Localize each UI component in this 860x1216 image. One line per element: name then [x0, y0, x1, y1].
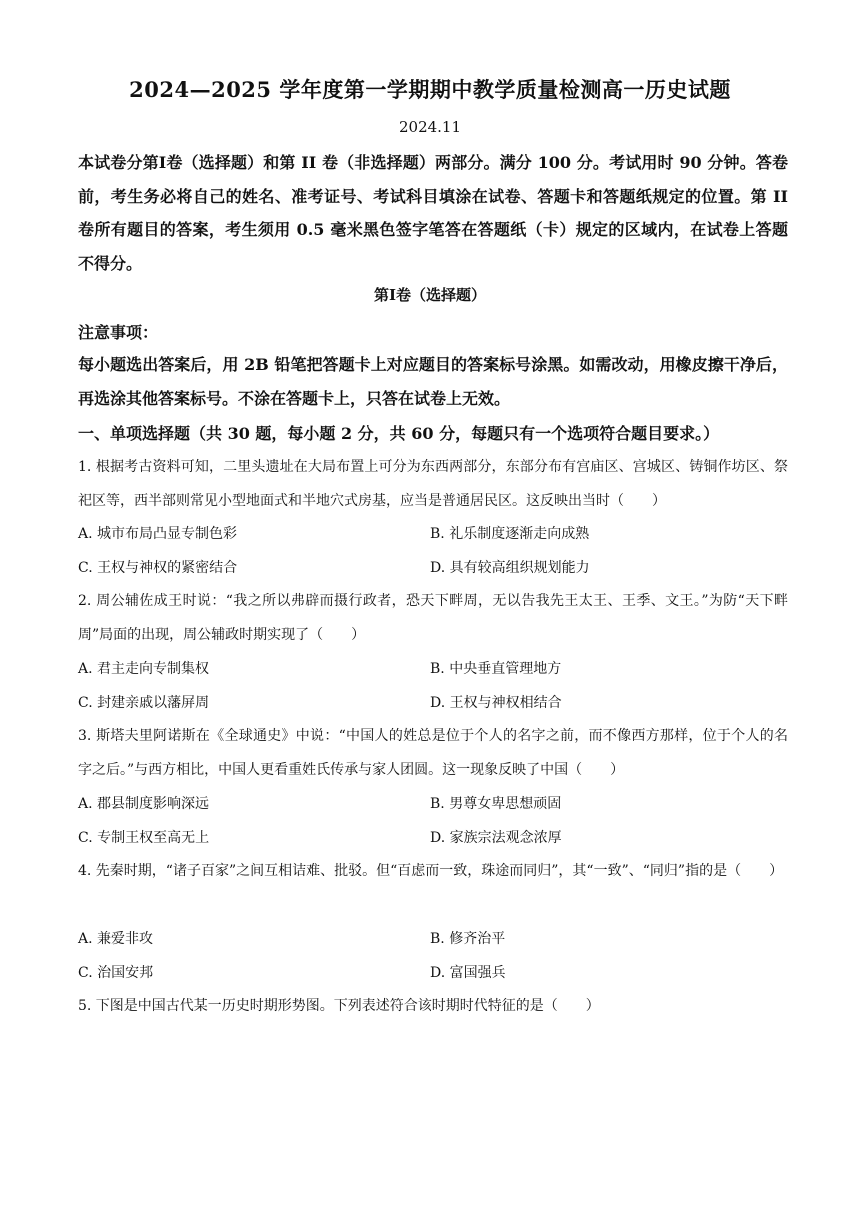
question-4-stem: 4. 先秦时期，“诸子百家”之间互相诘难、批驳。但“百虑而一致，珠途而同归”，其“一致”、“同归”指的是（ ） — [78, 863, 784, 879]
question-3-option-b: B. 男尊女卑思想顽固 — [430, 796, 562, 812]
question-5-stem: 5. 下图是中国古代某一历史时期形势图。下列表述符合该时期时代特征的是（ ） — [78, 998, 600, 1014]
question-2-option-c: C. 封建亲戚以藩屏周 — [78, 695, 210, 711]
exam-date: 2024.11 — [398, 118, 462, 136]
question-1-option-b: B. 礼乐制度逐渐走向成熟 — [430, 526, 590, 542]
exam-instructions: 本试卷分第Ⅰ卷（选择题）和第 II 卷（非选择题）两部分。满分 100 分。考试用时 90 分钟。答卷前，考生务必将自己的姓名、准考证号、考试科目填涂在试卷、答题卡和答题纸规定的位置。第 II 卷所有题目的答案，考生须用 0.5 毫米黑色签字笔答在答题纸（卡）规定的区域内，在试卷上答题不得分。 — [78, 153, 788, 273]
question-2-option-a: A. 君主走向专制集权 — [78, 661, 210, 677]
question-1-option-c: C. 王权与神权的紧密结合 — [78, 560, 238, 576]
question-2-option-b: B. 中央垂直管理地方 — [430, 661, 562, 677]
notice-text: 每小题选出答案后，用 2B 铅笔把答题卡上对应题目的答案标号涂黑。如需改动，用橡皮擦干净后，再选涂其他答案标号。不涂在答题卡上，只答在试卷上无效。 — [78, 355, 788, 408]
question-3-option-d: D. 家族宗法观念浓厚 — [430, 830, 562, 846]
question-3-option-a: A. 郡县制度影响深远 — [78, 796, 210, 812]
question-3-option-c: C. 专制王权至高无上 — [78, 830, 210, 846]
question-2-option-d: D. 王权与神权相结合 — [430, 695, 562, 711]
question-4-option-a: A. 兼爱非攻 — [78, 931, 154, 947]
question-2-stem: 2. 周公辅佐成王时说：“我之所以弗辟而摄行政者，恐天下畔周，无以告我先王太王、王季、文王。”为防“天下畔周”局面的出现，周公辅政时期实现了（ ） — [78, 593, 788, 643]
part-heading: 一、单项选择题（共 30 题，每小题 2 分，共 60 分，每题只有一个选项符合题目要求。） — [78, 424, 720, 443]
question-4-option-c: C. 治国安邦 — [78, 965, 154, 981]
exam-title: 2024—2025 学年度第一学期期中教学质量检测高一历史试题 — [129, 77, 731, 102]
question-1-option-d: D. 具有较高组织规划能力 — [430, 560, 590, 576]
question-4-option-d: D. 富国强兵 — [430, 965, 506, 981]
question-4-option-b: B. 修齐治平 — [430, 931, 506, 947]
question-3-stem: 3. 斯塔夫里阿诺斯在《全球通史》中说：“中国人的姓总是位于个人的名字之前，而不像西方那样，位于个人的名字之后。”与西方相比，中国人更看重姓氏传承与家人团圆。这一现象反映了中国（ ） — [78, 728, 788, 778]
notice-heading: 注意事项： — [78, 323, 159, 342]
section-title: 第Ⅰ卷（选择题） — [373, 286, 487, 304]
question-1-stem: 1. 根据考古资料可知，二里头遗址在大局布置上可分为东西两部分，东部分布有宫庙区、宫城区、铸铜作坊区、祭祀区等，西半部则常见小型地面式和半地穴式房基，应当是普通居民区。这反映出当时（ ） — [78, 459, 788, 509]
question-1-option-a: A. 城市布局凸显专制色彩 — [78, 526, 238, 542]
